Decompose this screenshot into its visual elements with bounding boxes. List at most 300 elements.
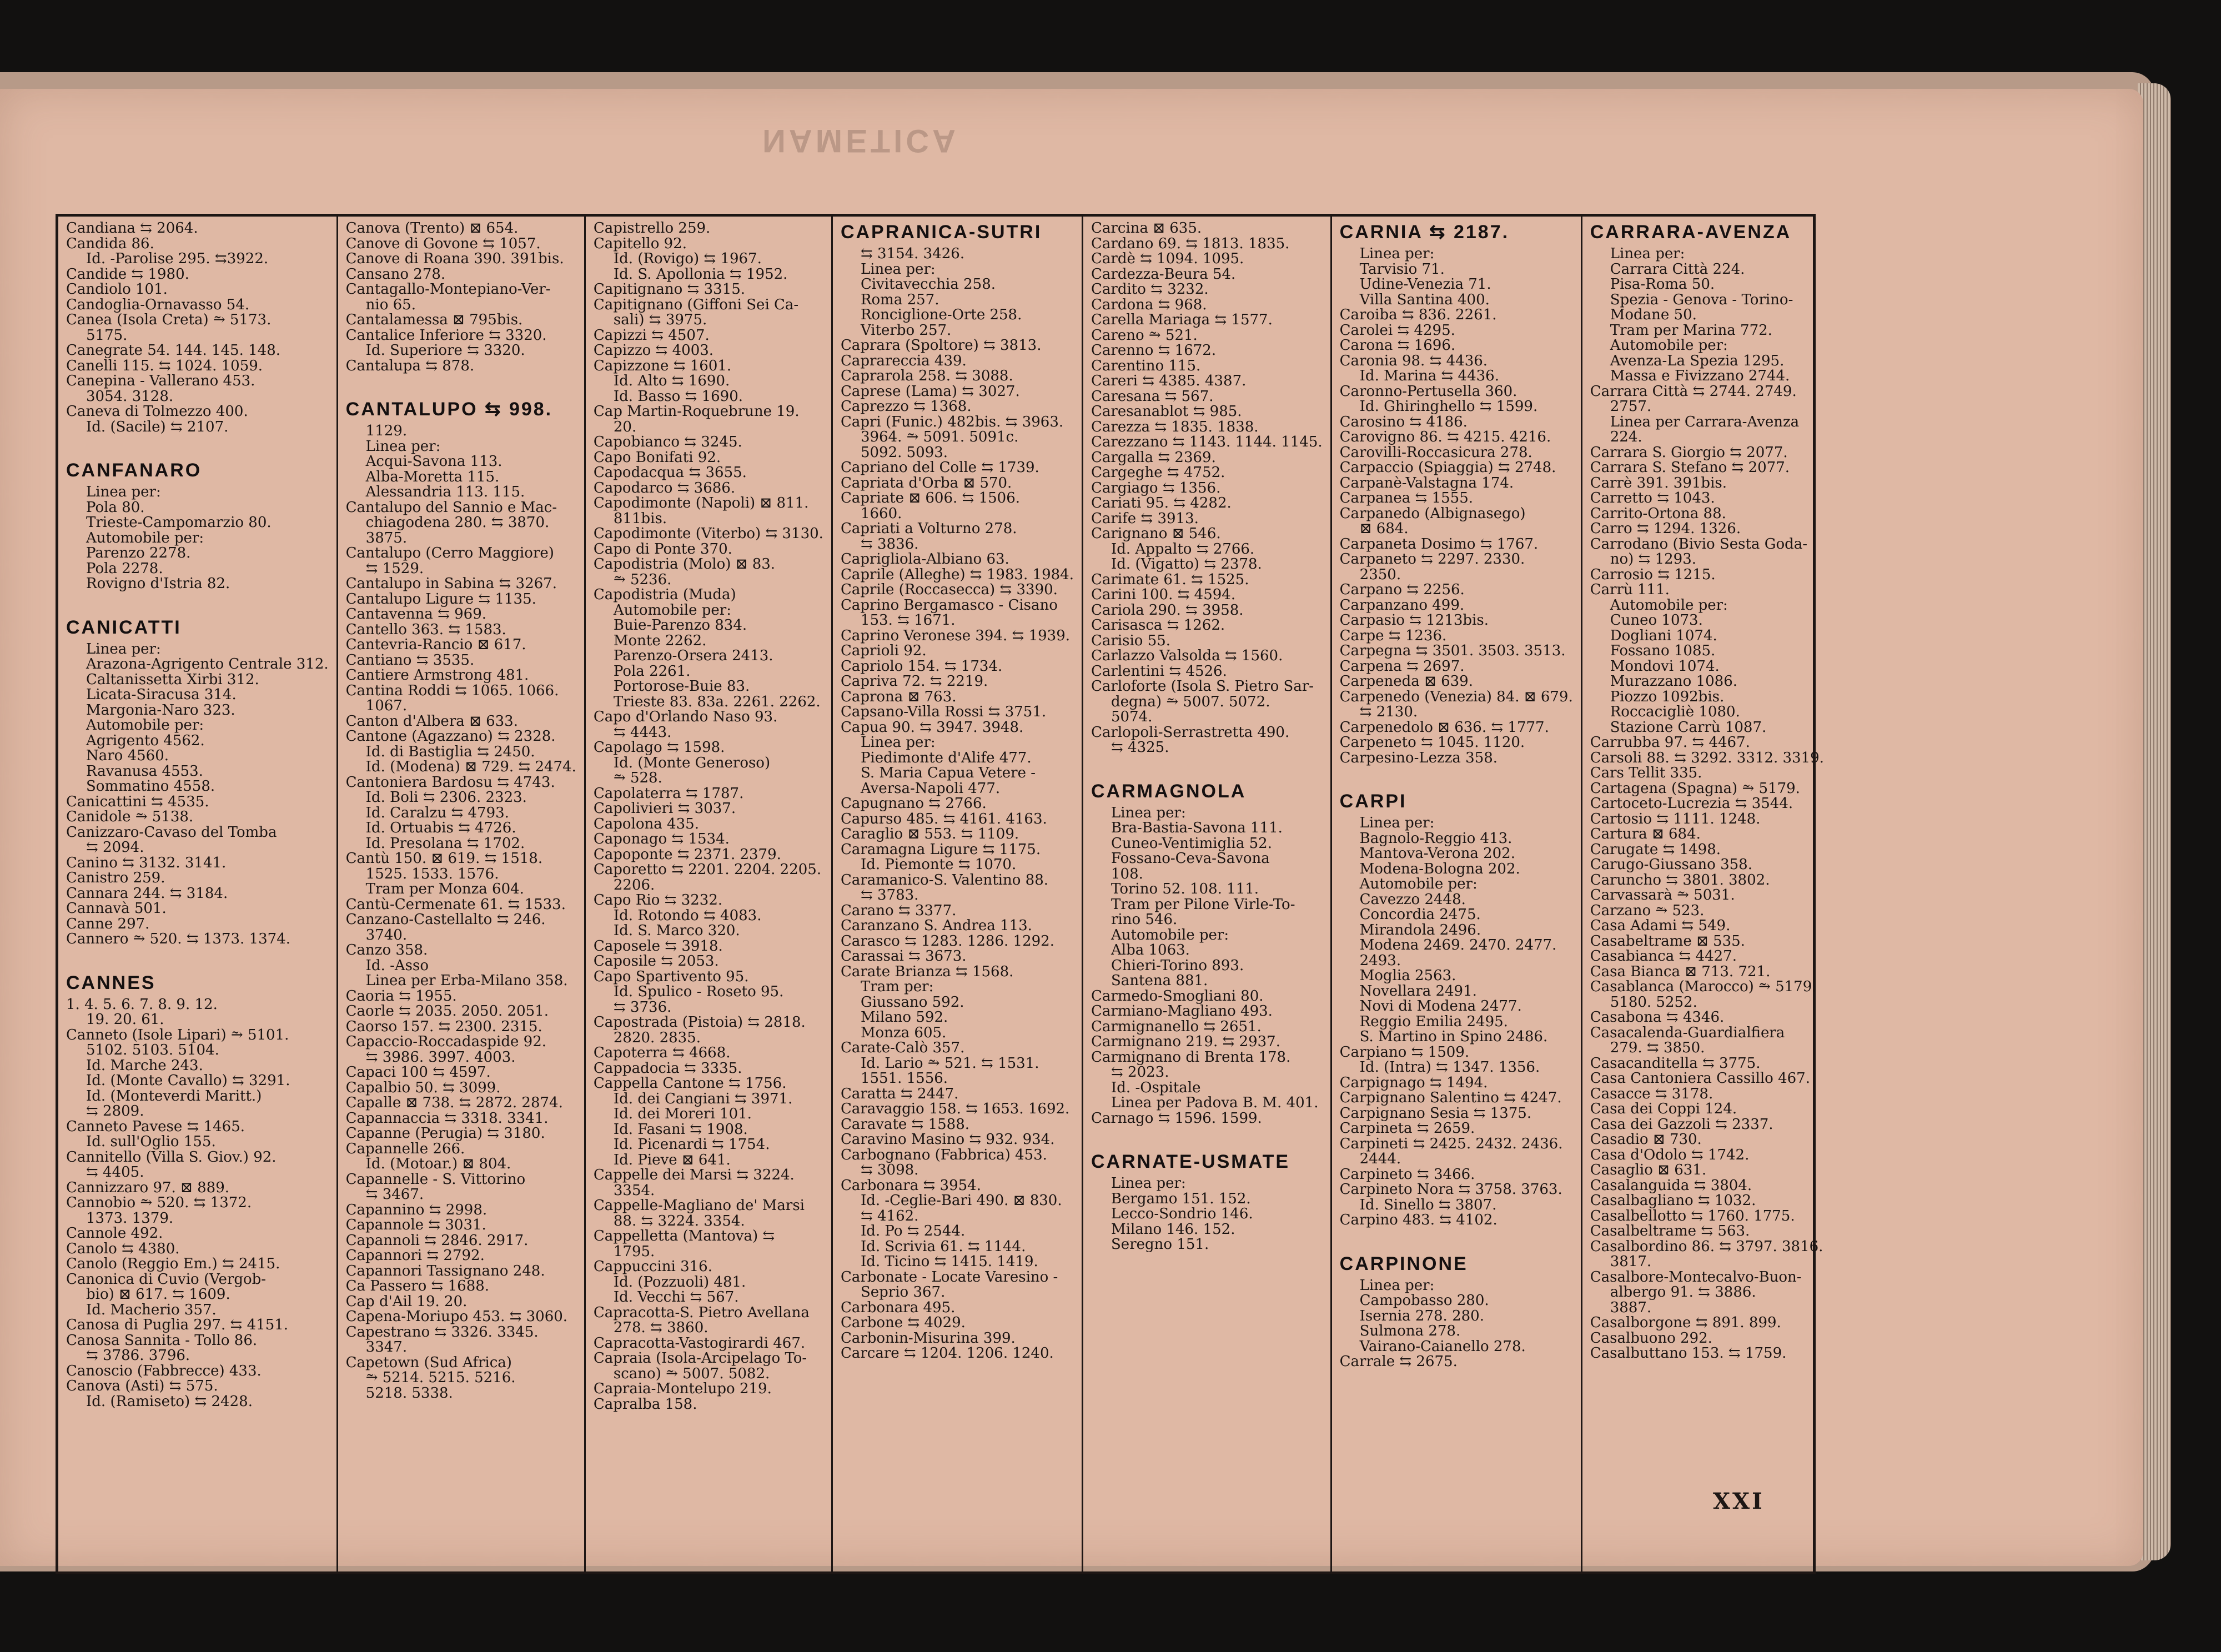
index-entry: Caprona ⊠ 763. [840, 688, 957, 705]
index-entry: Capriata d'Orba ⊠ 570. [840, 474, 1012, 491]
index-entry: Id. Po ⇆ 2544. [860, 1223, 966, 1239]
index-entry: Cardona ⇆ 968. [1091, 296, 1207, 313]
index-entry: Sulmona 278. [1359, 1323, 1461, 1339]
index-entry: Licata-Siracusa 314. [86, 686, 237, 703]
index-entry: 1373. 1379. [86, 1209, 174, 1227]
index-entry: Linea per: [1111, 1175, 1186, 1192]
index-entry: Cappelletta (Mantova) ⇆ [593, 1228, 775, 1244]
index-entry: Pola 80. [86, 499, 145, 516]
index-entry: Caprino Bergamasco - Cisano [840, 596, 1058, 614]
index-entry: Cartosio ⇆ 1111. 1248. [1590, 810, 1761, 827]
index-entry: Id. Presolana ⇆ 1702. [365, 835, 525, 852]
index-entry: Carcare ⇆ 1204. 1206. 1240. [840, 1345, 1054, 1362]
index-entry: 1129. [365, 423, 408, 439]
index-entry: Cap Martin-Roquebrune 19. [593, 403, 800, 420]
index-entry: Roma 257. [860, 291, 939, 308]
index-entry: Tarvisio 71. [1359, 260, 1445, 278]
index-entry: Linea per: [86, 640, 161, 657]
index-entry: Carlopoli-Serrastretta 490. [1091, 724, 1290, 741]
index-entry: Id. (Vigatto) ⇆ 2378. [1111, 556, 1262, 573]
index-entry: 1795. [613, 1243, 655, 1260]
index-entry: Cannitello (Villa S. Giov.) 92. [66, 1148, 277, 1166]
index-entry: Id. (Sacile) ⇆ 2107. [86, 418, 229, 435]
index-entry: Capo Bonifati 92. [593, 449, 721, 466]
index-entry: Caravaggio 158. ⇆ 1653. 1692. [840, 1101, 1070, 1117]
index-entry: Carlentini ⇆ 4526. [1091, 662, 1227, 680]
index-entry: Carrara S. Stefano ⇆ 2077. [1590, 459, 1790, 476]
index-entry: 5218. 5338. [365, 1384, 453, 1402]
index-entry: Carpano ⇆ 2256. [1339, 581, 1465, 598]
index-entry: 2757. [1610, 398, 1652, 415]
index-entry: Cartoceto-Lucrezia ⇆ 3544. [1590, 795, 1793, 812]
index-entry: Carenno ⇆ 1672. [1091, 342, 1217, 359]
index-entry: Capetown (Sud Africa) [345, 1354, 512, 1371]
index-entry: Carsoli 88. ⇆ 3292. 3312. 3319. [1590, 749, 1824, 766]
index-entry: Carmignano di Brenta 178. [1091, 1048, 1291, 1066]
index-entry: Cardano 69. ⇆ 1813. 1835. [1091, 235, 1290, 252]
index-entry: Fossano-Ceva-Savona [1111, 850, 1270, 867]
index-entry: Capoterra ⇆ 4668. [593, 1045, 731, 1061]
index-entry: Carmignano 219. ⇆ 2937. [1091, 1033, 1280, 1050]
index-entry: Caprino Veronese 394. ⇆ 1939. [840, 627, 1071, 644]
index-entry: Carpesino-Lezza 358. [1339, 749, 1498, 766]
index-entry: Trieste 83. 83a. 2261. 2262. [613, 693, 821, 710]
index-entry: Capestrano ⇆ 3326. 3345. [345, 1323, 539, 1340]
index-entry: Candiolo 101. [66, 281, 168, 298]
index-entry: Capraia (Isola-Arcipelago To- [593, 1350, 807, 1367]
index-entry: sali) ⇆ 3975. [613, 312, 707, 328]
index-entry: Linea per: [1359, 1277, 1435, 1294]
index-entry: Id. (Pozzuoli) 481. [613, 1273, 746, 1291]
index-entry: Caprareccia 439. [840, 352, 967, 369]
index-entry: Cantù-Cermenate 61. ⇆ 1533. [345, 896, 566, 913]
index-entry: Capizzone ⇆ 1601. [593, 357, 732, 374]
index-entry: Avenza-La Spezia 1295. [1610, 352, 1785, 369]
column-7 [1581, 217, 1832, 1571]
index-entry: Carugate ⇆ 1498. [1590, 841, 1721, 858]
index-entry: Caprile (Alleghe) ⇆ 1983. 1984. [840, 566, 1074, 583]
index-entry: S. Maria Capua Vetere - [860, 765, 1036, 781]
index-entry: Carcina ⊠ 635. [1091, 220, 1202, 237]
index-entry: Capodimonte (Viterbo) ⇆ 3130. [593, 525, 823, 542]
index-entry: Canova (Trento) ⊠ 654. [345, 220, 519, 237]
index-entry: Caresana ⇆ 567. [1091, 388, 1214, 405]
index-entry: Capodistria (Molo) ⊠ 83. [593, 556, 776, 573]
index-entry: Piozzo 1092bis. [1610, 688, 1725, 705]
index-entry: Cariati 95. ⇆ 4282. [1091, 495, 1232, 511]
index-entry: ⥲ 5236. [613, 571, 672, 588]
index-entry: Ronciglione-Orte 258. [860, 307, 1022, 323]
index-entry: Automobile per: [86, 529, 204, 546]
index-entry: Cannole 492. [66, 1225, 163, 1242]
index-entry: Seprio 367. [860, 1284, 946, 1300]
index-entry: Cap d'Ail 19. 20. [345, 1293, 468, 1310]
index-entry: Cargalla ⇆ 2369. [1091, 449, 1216, 466]
index-entry: Carezzano ⇆ 1143. 1144. 1145. [1091, 434, 1323, 450]
index-entry: Id. (Rovigo) ⇆ 1967. [613, 250, 762, 267]
index-entry: Cantoniera Bardosu ⇆ 4743. [345, 774, 555, 791]
index-entry: ⇆ 4443. [613, 724, 672, 741]
index-entry: Casa Bianca ⊠ 713. 721. [1590, 963, 1771, 980]
index-entry: Tram per Marina 772. [1610, 322, 1772, 339]
section-heading: CANICATTI [66, 616, 182, 638]
index-entry: 2350. [1359, 566, 1401, 583]
index-entry: Id. sull'Oglio 155. [86, 1133, 216, 1150]
index-entry: Carpaneta Dosimo ⇆ 1767. [1339, 535, 1539, 553]
index-entry: Id. S. Marco 320. [613, 922, 740, 939]
index-entry: Cantalupo Ligure ⇆ 1135. [345, 590, 536, 607]
index-entry: Chieri-Torino 893. [1111, 957, 1244, 974]
index-entry: Carpineta ⇆ 2659. [1339, 1120, 1475, 1137]
index-entry: Isernia 278. 280. [1359, 1307, 1484, 1324]
index-entry: Capraia-Montelupo 219. [593, 1380, 772, 1397]
index-entry: Id. (Motoar.) ⊠ 804. [365, 1156, 511, 1172]
index-entry: ⇆ 4162. [860, 1207, 919, 1224]
index-entry: Carbonara ⇆ 3954. [840, 1177, 981, 1194]
index-entry: Cariola 290. ⇆ 3958. [1091, 601, 1244, 619]
index-entry: Canoscio (Fabbrecce) 433. [66, 1362, 262, 1379]
index-entry: Caprara (Spoltore) ⇆ 3813. [840, 337, 1042, 354]
index-entry: Caltanissetta Xirbi 312. [86, 671, 259, 688]
index-entry: Carzano ⥲ 523. [1590, 902, 1705, 919]
index-entry: Cartagena (Spagna) ⥲ 5179. [1590, 780, 1800, 797]
index-entry: Capanne (Perugia) ⇆ 3180. [345, 1125, 545, 1142]
index-entry: Casadio ⊠ 730. [1590, 1131, 1702, 1148]
index-entry: Carrara S. Giorgio ⇆ 2077. [1590, 444, 1788, 461]
index-entry: Casabeltrame ⊠ 535. [1590, 932, 1745, 950]
index-entry: Carpanea ⇆ 1555. [1339, 490, 1474, 506]
index-entry: Ca Passero ⇆ 1688. [345, 1278, 490, 1294]
index-entry: Id. (Intra) ⇆ 1347. 1356. [1359, 1059, 1540, 1076]
index-entry: Capolaterra ⇆ 1787. [593, 785, 744, 802]
index-entry: Cannavà 501. [66, 900, 167, 917]
index-entry: Buie-Parenzo 834. [613, 617, 747, 634]
index-entry: Alba 1063. [1111, 942, 1190, 958]
index-entry: Canolo ⇆ 4380. [66, 1240, 180, 1257]
index-entry: Capriva 72. ⇆ 2219. [840, 673, 988, 690]
index-entry: Cappelle dei Marsi ⇆ 3224. [593, 1167, 795, 1183]
index-entry: Id. -Ceglie-Bari 490. ⊠ 830. [860, 1192, 1062, 1209]
index-entry: Carro ⇆ 1294. 1326. [1590, 520, 1741, 537]
index-entry: Canne 297. [66, 915, 150, 932]
index-entry: Capodistria (Muda) [593, 586, 736, 603]
index-entry: Linea per: [860, 260, 936, 278]
index-entry: Viterbo 257. [860, 322, 952, 339]
index-entry: Canelli 115. ⇆ 1024. 1059. [66, 357, 263, 374]
index-entry: Carezza ⇆ 1835. 1838. [1091, 418, 1259, 435]
index-entry: Canneto (Isole Lipari) ⥲ 5101. [66, 1026, 289, 1043]
index-entry: Id. Ortuabis ⇆ 4726. [365, 820, 516, 836]
index-entry: Carpineto Nora ⇆ 3758. 3763. [1339, 1181, 1562, 1198]
index-entry: Caraglio ⊠ 553. ⇆ 1109. [840, 826, 1019, 842]
index-entry: Capriolo 154. ⇆ 1734. [840, 657, 1003, 675]
index-entry: Linea per: [86, 484, 161, 500]
index-entry: Capo Rio ⇆ 3232. [593, 892, 723, 908]
index-entry: Carlazzo Valsolda ⇆ 1560. [1091, 647, 1283, 664]
index-entry: ⇆ 4405. [86, 1164, 144, 1181]
index-entry: Id. Lario ⥲ 521. ⇆ 1531. [860, 1055, 1039, 1072]
index-entry: Capoponte ⇆ 2371. 2379. [593, 846, 781, 863]
index-entry: Cannara 244. ⇆ 3184. [66, 885, 228, 902]
index-entry: 3875. [365, 529, 408, 546]
index-entry: Cantiere Armstrong 481. [345, 667, 529, 684]
index-entry: Casaglio ⊠ 631. [1590, 1162, 1707, 1178]
index-entry: Capolona 435. [593, 815, 699, 832]
index-entry: Id. dei Moreri 101. [613, 1106, 752, 1122]
index-entry: Moglia 2563. [1359, 967, 1456, 984]
index-entry: Capalle ⊠ 738. ⇆ 2872. 2874. [345, 1094, 563, 1111]
index-entry: Carpanedo (Albignasego) [1339, 505, 1526, 522]
index-entry: Capugnano ⇆ 2766. [840, 795, 987, 812]
index-entry: Carrale ⇆ 2675. [1339, 1353, 1458, 1370]
index-entry: Carrubba 97. ⇆ 4467. [1590, 734, 1750, 751]
index-entry: 2820. 2835. [613, 1029, 701, 1046]
index-entry: Id. Vecchi ⇆ 567. [613, 1289, 739, 1305]
index-entry: Parenzo-Orsera 2413. [613, 647, 773, 664]
index-entry: Cannobio ⥲ 520. ⇆ 1372. [66, 1194, 252, 1211]
index-entry: Id. -Ospitale [1111, 1079, 1201, 1096]
index-entry: Carpineto ⇆ 3466. [1339, 1166, 1475, 1183]
index-entry: Canosa di Puglia 297. ⇆ 4151. [66, 1317, 289, 1333]
index-entry: Carolei ⇆ 4295. [1339, 322, 1455, 339]
index-entry: Casa dei Gazzoli ⇆ 2337. [1590, 1116, 1773, 1133]
index-entry: ⇆ 2094. [86, 839, 144, 856]
index-entry: 278. ⇆ 3860. [613, 1319, 708, 1336]
index-entry: Agrigento 4562. [86, 732, 205, 749]
index-entry: Casalbeltrame ⇆ 563. [1590, 1223, 1750, 1239]
index-entry: ⇆ 3783. [860, 887, 919, 903]
index-entry: Caponago ⇆ 1534. [593, 831, 730, 847]
index-entry: Carano ⇆ 3377. [840, 902, 957, 919]
index-entry: Caratta ⇆ 2447. [840, 1085, 959, 1102]
index-entry: nio 65. [365, 296, 416, 313]
index-entry: Carpasio ⇆ 1213bis. [1339, 612, 1489, 629]
index-entry: Id. Marina ⇆ 4436. [1359, 368, 1499, 384]
index-entry: Giussano 592. [860, 993, 964, 1011]
index-entry: Capannole ⇆ 3031. [345, 1217, 486, 1233]
index-entry: Caronno-Pertusella 360. [1339, 383, 1517, 400]
index-entry: Capolivieri ⇆ 3037. [593, 800, 736, 817]
index-entry: Cardè ⇆ 1094. 1095. [1091, 250, 1244, 267]
index-entry: Linea per Padova B. M. 401. [1111, 1094, 1319, 1111]
index-entry: Carpignago ⇆ 1494. [1339, 1074, 1488, 1091]
index-entry: Mirandola 2496. [1359, 921, 1481, 938]
index-entry: Candida 86. [66, 235, 154, 252]
index-entry: Capizzi ⇆ 4507. [593, 327, 710, 344]
index-entry: Carasco ⇆ 1283. 1286. 1292. [840, 932, 1054, 950]
index-entry: Carpenedo (Venezia) 84. ⊠ 679. [1339, 688, 1573, 705]
index-entry: 3887. [1610, 1299, 1652, 1316]
index-entry: Linea per: [860, 734, 936, 751]
index-entry: Casalbordino 86. ⇆ 3797. 3816. [1590, 1238, 1823, 1255]
section-heading: CANFANARO [66, 460, 202, 481]
index-entry: Carpino 483. ⇆ 4102. [1339, 1212, 1498, 1228]
index-entry: Caranzano S. Andrea 113. [840, 917, 1032, 934]
index-entry: ⇆ 3736. [613, 998, 672, 1016]
index-entry: Carini 100. ⇆ 4594. [1091, 586, 1236, 603]
index-entry: Id. Ticino ⇆ 1415. 1419. [860, 1253, 1038, 1270]
index-entry: Tram per Pilone Virle-To- [1111, 896, 1295, 913]
index-entry: Capannino ⇆ 2998. [345, 1201, 488, 1218]
index-entry: Modena 2469. 2470. 2477. [1359, 937, 1557, 953]
index-entry: 2444. [1359, 1151, 1401, 1167]
index-entry: Carrito-Ortona 88. [1590, 505, 1726, 522]
column-2 [336, 217, 584, 1571]
index-entry: Carovilli-Roccasicura 278. [1339, 444, 1532, 461]
index-entry: 224. [1610, 429, 1642, 445]
index-entry: Cantiano ⇆ 3535. [345, 651, 475, 669]
index-entry: Casacanditella ⇆ 3775. [1590, 1055, 1761, 1072]
section-heading: CARPINONE [1339, 1253, 1468, 1274]
column-5 [1082, 217, 1330, 1571]
index-entry: Capralba 158. [593, 1395, 697, 1413]
index-entry: Novi di Modena 2477. [1359, 998, 1522, 1015]
index-entry: Id. Pieve ⊠ 641. [613, 1151, 731, 1168]
index-entry: Parenzo 2278. [86, 545, 191, 561]
index-entry: Casa d'Odolo ⇆ 1742. [1590, 1146, 1750, 1163]
index-entry: Caorso 157. ⇆ 2300. 2315. [345, 1018, 542, 1035]
index-entry: Civitavecchia 258. [860, 276, 996, 293]
index-entry: Cuneo-Ventimiglia 52. [1111, 835, 1272, 852]
index-entry: Capannori Tassignano 248. [345, 1262, 545, 1279]
index-entry: 3054. 3128. [86, 388, 174, 405]
index-entry: ⇆ 2023. [1111, 1064, 1169, 1081]
section-heading: CARNATE-USMATE [1091, 1151, 1290, 1172]
index-entry: Casa Adami ⇆ 549. [1590, 917, 1731, 934]
section-heading: CARMAGNOLA [1091, 780, 1247, 802]
index-entry: Canizzaro-Cavaso del Tomba [66, 824, 277, 841]
index-entry: Id. Picenardi ⇆ 1754. [613, 1136, 770, 1153]
index-entry: Id. (Monte Cavallo) ⇆ 3291. [86, 1072, 290, 1089]
index-entry: Id. (Modena) ⊠ 729. ⇆ 2474. [365, 759, 576, 775]
index-entry: 19. 20. 61. [86, 1011, 164, 1028]
index-entry: Carpignano Sesia ⇆ 1375. [1339, 1104, 1532, 1122]
index-entry: Roccacigliè 1080. [1610, 704, 1740, 720]
index-entry: ⥲ 5214. 5215. 5216. [365, 1369, 516, 1386]
index-entry: Carbognano (Fabbrica) 453. [840, 1146, 1047, 1163]
index-entry: 1660. [860, 505, 902, 522]
index-entry: Casalborgone ⇆ 891. 899. [1590, 1314, 1781, 1331]
index-entry: Canicattini ⇆ 4535. [66, 793, 209, 810]
index-entry: Carentino 115. [1091, 357, 1201, 374]
index-entry: 88. ⇆ 3224. 3354. [613, 1212, 745, 1229]
index-entry: Canistro 259. [66, 870, 165, 886]
index-entry: Modane 50. [1610, 307, 1697, 323]
index-entry: Linea per: [1111, 804, 1186, 821]
index-entry: 20. [613, 418, 637, 435]
index-entry: Carovigno 86. ⇆ 4215. 4216. [1339, 429, 1551, 445]
index-entry: degna) ⥲ 5007. 5072. [1111, 693, 1270, 710]
index-entry: Canzo 358. [345, 942, 428, 958]
index-entry: Capitello 92. [593, 235, 687, 252]
index-entry: Cargiago ⇆ 1356. [1091, 479, 1221, 496]
index-entry: ⇆ 3154. 3426. [860, 245, 965, 262]
index-entry: Automobile per: [613, 601, 731, 619]
index-entry: Milano 592. [860, 1009, 948, 1026]
index-entry: Pola 2278. [86, 560, 163, 577]
index-entry: Cansano 278. [345, 265, 446, 283]
index-entry: Cantalice Inferiore ⇆ 3320. [345, 327, 547, 344]
index-entry: Carbonara 495. [840, 1299, 956, 1316]
index-entry: Id. di Bastiglia ⇆ 2450. [365, 743, 535, 760]
index-entry: Massa e Fivizzano 2744. [1610, 368, 1790, 384]
index-entry: Caporetto ⇆ 2201. 2204. 2205. [593, 861, 822, 878]
index-entry: Capodacqua ⇆ 3655. [593, 464, 747, 481]
index-entry: 5074. [1111, 709, 1153, 725]
index-entry: Capriano del Colle ⇆ 1739. [840, 459, 1039, 476]
column-4 [831, 217, 1082, 1571]
index-entry: Cantevria-Rancio ⊠ 617. [345, 636, 526, 653]
index-entry: Spezia - Genova - Torino- [1610, 291, 1793, 308]
index-entry: Seregno 151. [1111, 1236, 1209, 1253]
index-entry: Carassai ⇆ 3673. [840, 948, 967, 965]
index-entry: Bra-Bastia-Savona 111. [1111, 820, 1283, 836]
index-entry: Casalanguida ⇆ 3804. [1590, 1177, 1752, 1194]
index-entry: Careno ⥲ 521. [1091, 327, 1198, 344]
index-entry: Carrodano (Bivio Sesta Goda- [1590, 535, 1808, 553]
index-entry: Casablanca (Marocco) ⥲ 5179. [1590, 978, 1817, 995]
index-entry: Campobasso 280. [1359, 1292, 1489, 1309]
index-entry: Id. Fasani ⇆ 1908. [613, 1121, 748, 1138]
index-entry: Carella Mariaga ⇆ 1577. [1091, 312, 1273, 328]
index-entry: 3740. [365, 926, 408, 943]
index-entry: Caposile ⇆ 2053. [593, 953, 719, 970]
index-entry: Capalbio 50. ⇆ 3099. [345, 1079, 501, 1096]
index-entry: 153. ⇆ 1671. [860, 612, 956, 629]
index-entry: Cantalupa ⇆ 878. [345, 357, 475, 374]
index-entry: Villa Santina 400. [1359, 291, 1490, 308]
index-entry: Capri (Funic.) 482bis. ⇆ 3963. [840, 413, 1064, 430]
index-entry: Casalbellotto ⇆ 1760. 1775. [1590, 1207, 1795, 1224]
section-heading: CANTALUPO ⇆ 998. [345, 399, 553, 420]
index-entry: Carpineti ⇆ 2425. 2432. 2436. [1339, 1135, 1563, 1152]
index-entry: Capracotta-Vastogirardi 467. [593, 1334, 806, 1352]
index-entry: Pola 2261. [613, 662, 691, 680]
index-entry: Id. (Monteverdi Maritt.) [86, 1087, 262, 1104]
index-entry: Canove di Govone ⇆ 1057. [345, 235, 541, 252]
index-entry: bio) ⊠ 617. ⇆ 1609. [86, 1286, 230, 1303]
index-entry: Carosino ⇆ 4186. [1339, 413, 1468, 430]
index-entry: Monte 2262. [613, 632, 707, 649]
index-entry: Carona ⇆ 1696. [1339, 337, 1456, 354]
index-entry: Capriati a Volturno 278. [840, 520, 1017, 537]
index-entry: Cantello 363. ⇆ 1583. [345, 621, 506, 638]
index-entry: Acqui-Savona 113. [365, 453, 503, 470]
index-entry: Carpeneda ⊠ 639. [1339, 673, 1473, 690]
index-entry: Caravate ⇆ 1588. [840, 1116, 970, 1133]
column-6 [1330, 217, 1581, 1571]
index-entry: Tram per Monza 604. [365, 881, 524, 897]
index-entry: Cantù 150. ⊠ 619. ⇆ 1518. [345, 850, 543, 867]
index-entry: Capriate ⊠ 606. ⇆ 1506. [840, 490, 1021, 506]
index-entry: Id. Piemonte ⇆ 1070. [860, 856, 1017, 873]
index-entry: Carpiano ⇆ 1509. [1339, 1043, 1470, 1061]
index-entry: Ravanusa 4553. [86, 762, 203, 780]
index-entry: Carrù 111. [1590, 581, 1670, 598]
index-entry: Id. Scrivia 61. ⇆ 1144. [860, 1238, 1026, 1255]
index-entry: Capitignano ⇆ 3315. [593, 281, 746, 298]
index-entry: Casabona ⇆ 4346. [1590, 1009, 1725, 1026]
index-entry: Casalbagliano ⇆ 1032. [1590, 1192, 1756, 1209]
index-entry: Carrosio ⇆ 1215. [1590, 566, 1716, 583]
index-entry: Caprigliola-Albiano 63. [840, 551, 1009, 568]
index-entry: Cantone (Agazzano) ⇆ 2328. [345, 728, 556, 745]
section-heading: CANNES [66, 972, 156, 993]
index-entry: Casabianca ⇆ 4427. [1590, 948, 1737, 965]
index-entry: Id. Caralzu ⇆ 4793. [365, 804, 509, 821]
index-entry: Cars Tellit 335. [1590, 765, 1702, 781]
index-entry: Mantova-Verona 202. [1359, 845, 1515, 862]
